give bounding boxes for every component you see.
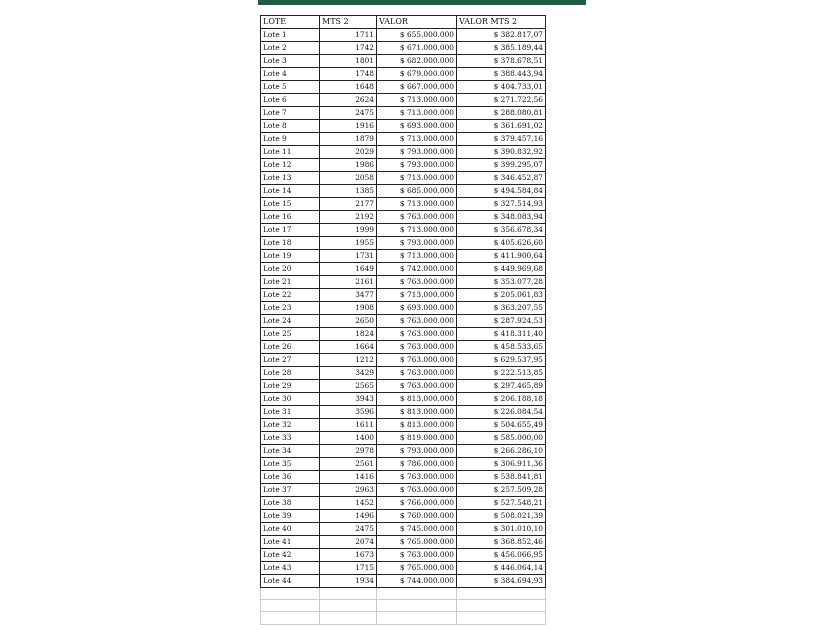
cell-lote[interactable]: Lote 35 bbox=[261, 458, 320, 471]
table-row bbox=[261, 562, 546, 575]
table-row bbox=[261, 471, 546, 484]
cell-valor-mts2[interactable]: $ 206.188,18 bbox=[457, 393, 546, 406]
cell-valor[interactable]: $ 763.000.000 bbox=[377, 471, 457, 484]
cell-lote[interactable]: Lote 5 bbox=[261, 81, 320, 94]
cell-valor-mts2[interactable]: $ 287.924,53 bbox=[457, 315, 546, 328]
table-row bbox=[261, 575, 546, 588]
cell-lote[interactable]: Lote 1 bbox=[261, 29, 320, 42]
cell-valor-mts2[interactable]: $ 327.514,93 bbox=[457, 198, 546, 211]
cell-valor-mts2[interactable]: $ 363.207,55 bbox=[457, 302, 546, 315]
cell-valor-mts2[interactable]: $ 271.722,56 bbox=[457, 94, 546, 107]
cell-valor[interactable]: $ 813.000.000 bbox=[377, 393, 457, 406]
table-row bbox=[261, 406, 546, 419]
cell-valor-mts2[interactable]: $ 382.817,07 bbox=[457, 29, 546, 42]
cell-mts2[interactable]: 1611 bbox=[320, 419, 377, 432]
cell-valor[interactable]: $ 713.000.000 bbox=[377, 133, 457, 146]
cell-valor[interactable]: $ 763.000.000 bbox=[377, 380, 457, 393]
cell-valor-mts2[interactable]: $ 226.084,54 bbox=[457, 406, 546, 419]
cell-mts2[interactable]: 2192 bbox=[320, 211, 377, 224]
cell-valor[interactable]: $ 685.000.000 bbox=[377, 185, 457, 198]
cell-valor[interactable]: $ 763.000.000 bbox=[377, 341, 457, 354]
cell-lote[interactable]: Lote 20 bbox=[261, 263, 320, 276]
cell-valor[interactable]: $ 763.000.000 bbox=[377, 354, 457, 367]
cell-lote[interactable]: Lote 34 bbox=[261, 445, 320, 458]
lots-price-table bbox=[260, 15, 546, 625]
cell-valor-mts2[interactable]: $ 629.537,95 bbox=[457, 354, 546, 367]
cell-mts2[interactable]: 2475 bbox=[320, 523, 377, 536]
cell-mts2[interactable]: 1731 bbox=[320, 250, 377, 263]
cell-lote[interactable]: Lote 44 bbox=[261, 575, 320, 588]
cell-mts2[interactable]: 1934 bbox=[320, 575, 377, 588]
table-row bbox=[261, 354, 546, 367]
cell-valor-mts2[interactable]: $ 384.694,93 bbox=[457, 575, 546, 588]
table-row bbox=[261, 341, 546, 354]
header-valor[interactable]: VALOR bbox=[377, 16, 457, 29]
header-mts2[interactable]: MTS 2 bbox=[320, 16, 377, 29]
cell-valor[interactable]: $ 766.000.000 bbox=[377, 497, 457, 510]
cell-mts2[interactable]: 2978 bbox=[320, 445, 377, 458]
table-row bbox=[261, 81, 546, 94]
cell-mts2[interactable]: 2177 bbox=[320, 198, 377, 211]
cell-valor[interactable]: $ 682.000.000 bbox=[377, 55, 457, 68]
cell-valor-mts2[interactable]: $ 585.000,00 bbox=[457, 432, 546, 445]
cell-valor-mts2[interactable]: $ 527.548,21 bbox=[457, 497, 546, 510]
empty-cell[interactable] bbox=[261, 588, 320, 600]
table-row bbox=[261, 315, 546, 328]
cell-valor[interactable]: $ 713.000.000 bbox=[377, 107, 457, 120]
empty-cell[interactable] bbox=[261, 600, 320, 612]
cell-valor[interactable]: $ 813.000.000 bbox=[377, 419, 457, 432]
table-row bbox=[261, 458, 546, 471]
cell-lote[interactable]: Lote 29 bbox=[261, 380, 320, 393]
table-row bbox=[261, 510, 546, 523]
cell-valor[interactable]: $ 713.000.000 bbox=[377, 224, 457, 237]
table-row bbox=[261, 211, 546, 224]
cell-valor[interactable]: $ 763.000.000 bbox=[377, 276, 457, 289]
spreadsheet-top-bar bbox=[258, 0, 586, 5]
cell-mts2[interactable]: 1986 bbox=[320, 159, 377, 172]
cell-valor[interactable]: $ 745.000.000 bbox=[377, 523, 457, 536]
cell-valor[interactable]: $ 671.000.000 bbox=[377, 42, 457, 55]
empty-cell[interactable] bbox=[261, 612, 320, 624]
cell-mts2[interactable]: 1742 bbox=[320, 42, 377, 55]
table-row bbox=[261, 146, 546, 159]
cell-lote[interactable]: Lote 28 bbox=[261, 367, 320, 380]
cell-lote[interactable]: Lote 8 bbox=[261, 120, 320, 133]
empty-cell[interactable] bbox=[320, 588, 377, 600]
cell-valor[interactable]: $ 793.000.000 bbox=[377, 445, 457, 458]
cell-valor-mts2[interactable]: $ 257.509,28 bbox=[457, 484, 546, 497]
cell-lote[interactable]: Lote 3 bbox=[261, 55, 320, 68]
cell-valor-mts2[interactable]: $ 266.286,10 bbox=[457, 445, 546, 458]
table-row bbox=[261, 393, 546, 406]
cell-valor-mts2[interactable]: $ 346.452,87 bbox=[457, 172, 546, 185]
cell-mts2[interactable]: 2029 bbox=[320, 146, 377, 159]
cell-lote[interactable]: Lote 4 bbox=[261, 68, 320, 81]
empty-cell[interactable] bbox=[457, 612, 546, 624]
table-row bbox=[261, 224, 546, 237]
empty-cell[interactable] bbox=[320, 612, 377, 624]
cell-valor[interactable]: $ 793.000.000 bbox=[377, 159, 457, 172]
cell-mts2[interactable]: 3477 bbox=[320, 289, 377, 302]
cell-valor[interactable]: $ 765.000.000 bbox=[377, 562, 457, 575]
table-row bbox=[261, 289, 546, 302]
cell-mts2[interactable]: 1400 bbox=[320, 432, 377, 445]
empty-cell[interactable] bbox=[320, 600, 377, 612]
cell-mts2[interactable]: 2058 bbox=[320, 172, 377, 185]
cell-valor-mts2[interactable]: $ 353.077,28 bbox=[457, 276, 546, 289]
cell-valor[interactable]: $ 713.000.000 bbox=[377, 198, 457, 211]
cell-mts2[interactable]: 1664 bbox=[320, 341, 377, 354]
cell-valor[interactable]: $ 667.000.000 bbox=[377, 81, 457, 94]
table-row bbox=[261, 263, 546, 276]
cell-valor[interactable]: $ 679.000.000 bbox=[377, 68, 457, 81]
table-row bbox=[261, 68, 546, 81]
cell-valor-mts2[interactable]: $ 297.465,89 bbox=[457, 380, 546, 393]
table-row bbox=[261, 172, 546, 185]
cell-valor-mts2[interactable]: $ 538.841,81 bbox=[457, 471, 546, 484]
cell-mts2[interactable]: 1801 bbox=[320, 55, 377, 68]
cell-mts2[interactable]: 1673 bbox=[320, 549, 377, 562]
cell-valor-mts2[interactable]: $ 404.733,01 bbox=[457, 81, 546, 94]
cell-mts2[interactable]: 2161 bbox=[320, 276, 377, 289]
cell-mts2[interactable]: 1711 bbox=[320, 29, 377, 42]
cell-mts2[interactable]: 1955 bbox=[320, 237, 377, 250]
empty-cell[interactable] bbox=[457, 600, 546, 612]
cell-valor-mts2[interactable]: $ 288.080,81 bbox=[457, 107, 546, 120]
cell-mts2[interactable]: 3596 bbox=[320, 406, 377, 419]
cell-lote[interactable]: Lote 27 bbox=[261, 354, 320, 367]
cell-lote[interactable]: Lote 31 bbox=[261, 406, 320, 419]
cell-mts2[interactable]: 2475 bbox=[320, 107, 377, 120]
cell-valor-mts2[interactable]: $ 390.832,92 bbox=[457, 146, 546, 159]
empty-row bbox=[261, 600, 546, 612]
cell-mts2[interactable]: 1715 bbox=[320, 562, 377, 575]
cell-lote[interactable]: Lote 43 bbox=[261, 562, 320, 575]
table-row bbox=[261, 29, 546, 42]
cell-valor[interactable]: $ 744.000.000 bbox=[377, 575, 457, 588]
cell-lote[interactable]: Lote 15 bbox=[261, 198, 320, 211]
cell-lote[interactable]: Lote 38 bbox=[261, 497, 320, 510]
cell-valor[interactable]: $ 713.000.000 bbox=[377, 172, 457, 185]
cell-lote[interactable]: Lote 22 bbox=[261, 289, 320, 302]
cell-valor[interactable]: $ 742.000.000 bbox=[377, 263, 457, 276]
cell-mts2[interactable]: 1496 bbox=[320, 510, 377, 523]
cell-mts2[interactable]: 1879 bbox=[320, 133, 377, 146]
cell-lote[interactable]: Lote 23 bbox=[261, 302, 320, 315]
cell-lote[interactable]: Lote 18 bbox=[261, 237, 320, 250]
table-row bbox=[261, 497, 546, 510]
cell-valor-mts2[interactable]: $ 446.064,14 bbox=[457, 562, 546, 575]
cell-lote[interactable]: Lote 11 bbox=[261, 146, 320, 159]
cell-lote[interactable]: Lote 36 bbox=[261, 471, 320, 484]
cell-mts2[interactable]: 3943 bbox=[320, 393, 377, 406]
cell-valor[interactable]: $ 793.000.000 bbox=[377, 146, 457, 159]
table-row bbox=[261, 198, 546, 211]
table-row bbox=[261, 94, 546, 107]
table-row bbox=[261, 42, 546, 55]
cell-valor[interactable]: $ 786.000.000 bbox=[377, 458, 457, 471]
cell-lote[interactable]: Lote 6 bbox=[261, 94, 320, 107]
cell-mts2[interactable]: 2561 bbox=[320, 458, 377, 471]
cell-lote[interactable]: Lote 17 bbox=[261, 224, 320, 237]
cell-valor[interactable]: $ 763.000.000 bbox=[377, 328, 457, 341]
cell-lote[interactable]: Lote 24 bbox=[261, 315, 320, 328]
cell-valor-mts2[interactable]: $ 494.584,84 bbox=[457, 185, 546, 198]
empty-row bbox=[261, 612, 546, 624]
cell-valor-mts2[interactable]: $ 378.678,51 bbox=[457, 55, 546, 68]
cell-valor-mts2[interactable]: $ 449.969,68 bbox=[457, 263, 546, 276]
cell-lote[interactable]: Lote 7 bbox=[261, 107, 320, 120]
table-row bbox=[261, 380, 546, 393]
table-row bbox=[261, 133, 546, 146]
cell-valor[interactable]: $ 763.000.000 bbox=[377, 484, 457, 497]
cell-lote[interactable]: Lote 16 bbox=[261, 211, 320, 224]
cell-lote[interactable]: Lote 21 bbox=[261, 276, 320, 289]
cell-lote[interactable]: Lote 12 bbox=[261, 159, 320, 172]
cell-mts2[interactable]: 1648 bbox=[320, 81, 377, 94]
cell-valor-mts2[interactable]: $ 504.655,49 bbox=[457, 419, 546, 432]
cell-lote[interactable]: Lote 25 bbox=[261, 328, 320, 341]
cell-mts2[interactable]: 3429 bbox=[320, 367, 377, 380]
cell-valor[interactable]: $ 763.000.000 bbox=[377, 367, 457, 380]
cell-mts2[interactable]: 1452 bbox=[320, 497, 377, 510]
cell-valor-mts2[interactable]: $ 368.852,46 bbox=[457, 536, 546, 549]
cell-valor[interactable]: $ 713.000.000 bbox=[377, 250, 457, 263]
empty-cell[interactable] bbox=[377, 612, 457, 624]
table-row bbox=[261, 302, 546, 315]
cell-lote[interactable]: Lote 19 bbox=[261, 250, 320, 263]
cell-mts2[interactable]: 1212 bbox=[320, 354, 377, 367]
cell-lote[interactable]: Lote 2 bbox=[261, 42, 320, 55]
empty-cell[interactable] bbox=[457, 588, 546, 600]
table-row bbox=[261, 55, 546, 68]
table-row bbox=[261, 276, 546, 289]
table-row bbox=[261, 536, 546, 549]
cell-valor[interactable]: $ 713.000.000 bbox=[377, 94, 457, 107]
cell-valor[interactable]: $ 763.000.000 bbox=[377, 315, 457, 328]
cell-valor-mts2[interactable]: $ 411.900,64 bbox=[457, 250, 546, 263]
cell-valor-mts2[interactable]: $ 405.626,60 bbox=[457, 237, 546, 250]
cell-valor[interactable]: $ 763.000.000 bbox=[377, 549, 457, 562]
cell-valor-mts2[interactable]: $ 385.189,44 bbox=[457, 42, 546, 55]
cell-lote[interactable]: Lote 42 bbox=[261, 549, 320, 562]
table-row bbox=[261, 523, 546, 536]
table-row bbox=[261, 445, 546, 458]
table-row bbox=[261, 432, 546, 445]
empty-row bbox=[261, 588, 546, 600]
table-header-row bbox=[261, 16, 546, 29]
cell-valor-mts2[interactable]: $ 361.691,02 bbox=[457, 120, 546, 133]
cell-lote[interactable]: Lote 13 bbox=[261, 172, 320, 185]
cell-valor-mts2[interactable]: $ 348.083,94 bbox=[457, 211, 546, 224]
cell-valor[interactable]: $ 763.000.000 bbox=[377, 211, 457, 224]
cell-lote[interactable]: Lote 37 bbox=[261, 484, 320, 497]
cell-valor-mts2[interactable]: $ 456.066,95 bbox=[457, 549, 546, 562]
table-row bbox=[261, 328, 546, 341]
cell-lote[interactable]: Lote 32 bbox=[261, 419, 320, 432]
cell-valor-mts2[interactable]: $ 356.678,34 bbox=[457, 224, 546, 237]
cell-valor[interactable]: $ 765.000.000 bbox=[377, 536, 457, 549]
cell-valor-mts2[interactable]: $ 301.010,10 bbox=[457, 523, 546, 536]
cell-lote[interactable]: Lote 39 bbox=[261, 510, 320, 523]
cell-valor-mts2[interactable]: $ 399.295,07 bbox=[457, 159, 546, 172]
cell-lote[interactable]: Lote 33 bbox=[261, 432, 320, 445]
cell-valor-mts2[interactable]: $ 508.021,39 bbox=[457, 510, 546, 523]
cell-mts2[interactable]: 1748 bbox=[320, 68, 377, 81]
table-row bbox=[261, 107, 546, 120]
table-row bbox=[261, 549, 546, 562]
table-row bbox=[261, 159, 546, 172]
table-row bbox=[261, 419, 546, 432]
cell-valor-mts2[interactable]: $ 458.533,65 bbox=[457, 341, 546, 354]
header-lote[interactable]: LOTE bbox=[261, 16, 320, 29]
cell-mts2[interactable]: 2565 bbox=[320, 380, 377, 393]
cell-valor-mts2[interactable]: $ 379.457,16 bbox=[457, 133, 546, 146]
table-row bbox=[261, 367, 546, 380]
cell-mts2[interactable]: 1416 bbox=[320, 471, 377, 484]
table-row bbox=[261, 484, 546, 497]
cell-mts2[interactable]: 2624 bbox=[320, 94, 377, 107]
cell-mts2[interactable]: 1385 bbox=[320, 185, 377, 198]
cell-mts2[interactable]: 1916 bbox=[320, 120, 377, 133]
header-valor-mts2[interactable]: VALOR MTS 2 bbox=[457, 16, 546, 29]
cell-mts2[interactable]: 1824 bbox=[320, 328, 377, 341]
table-row bbox=[261, 185, 546, 198]
cell-valor-mts2[interactable]: $ 306.911,36 bbox=[457, 458, 546, 471]
cell-valor[interactable]: $ 819.000.000 bbox=[377, 432, 457, 445]
table-row bbox=[261, 250, 546, 263]
cell-mts2[interactable]: 1649 bbox=[320, 263, 377, 276]
empty-cell[interactable] bbox=[377, 600, 457, 612]
cell-valor-mts2[interactable]: $ 222.513,85 bbox=[457, 367, 546, 380]
cell-valor-mts2[interactable]: $ 388.443,94 bbox=[457, 68, 546, 81]
cell-valor[interactable]: $ 760.000.000 bbox=[377, 510, 457, 523]
table-row bbox=[261, 120, 546, 133]
cell-mts2[interactable]: 1908 bbox=[320, 302, 377, 315]
cell-mts2[interactable]: 2074 bbox=[320, 536, 377, 549]
cell-mts2[interactable]: 1999 bbox=[320, 224, 377, 237]
cell-lote[interactable]: Lote 14 bbox=[261, 185, 320, 198]
cell-mts2[interactable]: 2650 bbox=[320, 315, 377, 328]
table-row bbox=[261, 237, 546, 250]
cell-lote[interactable]: Lote 41 bbox=[261, 536, 320, 549]
cell-lote[interactable]: Lote 40 bbox=[261, 523, 320, 536]
empty-cell[interactable] bbox=[377, 588, 457, 600]
cell-valor-mts2[interactable]: $ 418.311,40 bbox=[457, 328, 546, 341]
cell-lote[interactable]: Lote 9 bbox=[261, 133, 320, 146]
cell-valor[interactable]: $ 693.000.000 bbox=[377, 120, 457, 133]
cell-lote[interactable]: Lote 30 bbox=[261, 393, 320, 406]
cell-mts2[interactable]: 2963 bbox=[320, 484, 377, 497]
cell-valor-mts2[interactable]: $ 205.061,83 bbox=[457, 289, 546, 302]
cell-valor[interactable]: $ 655.000.000 bbox=[377, 29, 457, 42]
cell-valor[interactable]: $ 693.000.000 bbox=[377, 302, 457, 315]
cell-valor[interactable]: $ 793.000.000 bbox=[377, 237, 457, 250]
cell-valor[interactable]: $ 713.000.000 bbox=[377, 289, 457, 302]
cell-lote[interactable]: Lote 26 bbox=[261, 341, 320, 354]
cell-valor[interactable]: $ 813.000.000 bbox=[377, 406, 457, 419]
